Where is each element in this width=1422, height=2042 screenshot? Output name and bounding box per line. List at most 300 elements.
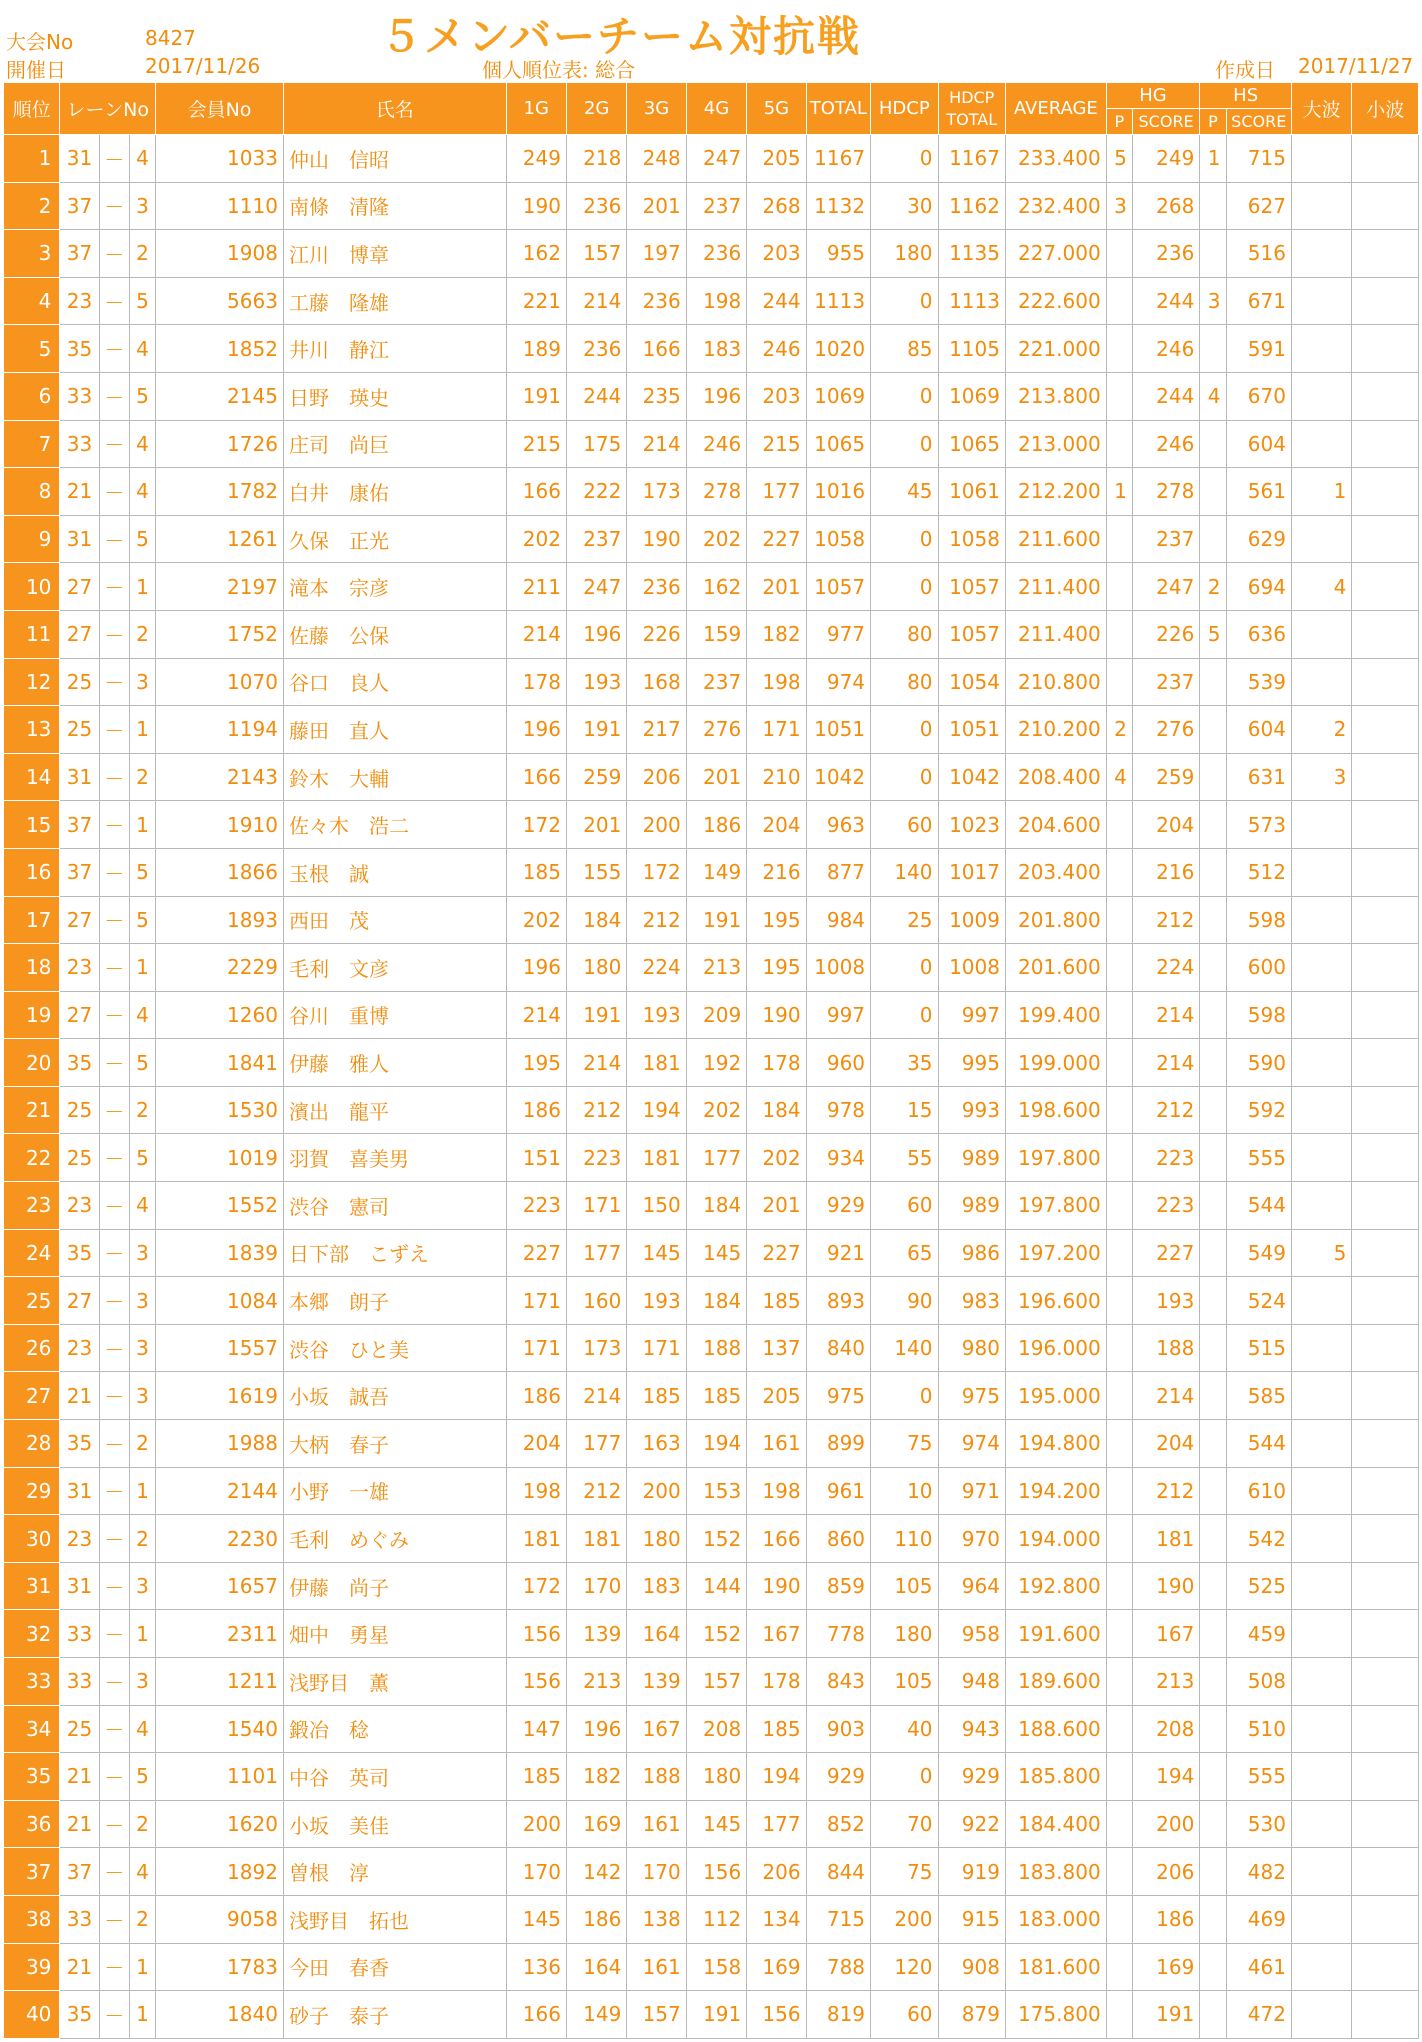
- rank-cell: 24: [4, 1229, 60, 1277]
- table-row: [4, 1848, 1419, 1896]
- hg-p-cell: [1106, 1515, 1132, 1563]
- small-wave-cell: [1352, 1467, 1419, 1515]
- table-row: [4, 1800, 1419, 1848]
- average-cell: 201.800: [1005, 896, 1106, 944]
- average-cell: 199.400: [1005, 991, 1106, 1039]
- hs-p-cell: [1200, 1324, 1226, 1372]
- hs-p-cell: [1200, 1991, 1226, 2039]
- hs-p-cell: [1200, 515, 1226, 563]
- game-5-cell: 161: [747, 1420, 806, 1468]
- name-cell: 庄司 尚巨: [283, 420, 506, 468]
- lane-cell: 37: [60, 230, 99, 278]
- total-cell: 1020: [806, 325, 870, 373]
- hg-p-cell: 4: [1106, 753, 1132, 801]
- game-5-cell: 190: [747, 991, 806, 1039]
- lane-cell: 25: [60, 1134, 99, 1182]
- total-cell: 978: [806, 1086, 870, 1134]
- game-3-cell: 217: [627, 706, 686, 754]
- hs-score-cell: 510: [1226, 1705, 1291, 1753]
- total-cell: 977: [806, 610, 870, 658]
- member-no-cell: 1840: [156, 1991, 284, 2039]
- lane-sub-cell: 4: [129, 468, 155, 516]
- lane-cell: 25: [60, 706, 99, 754]
- small-wave-cell: [1352, 135, 1419, 183]
- game-1-cell: 145: [506, 1895, 566, 1943]
- table-row: [4, 1277, 1419, 1325]
- game-4-cell: 158: [686, 1943, 746, 1991]
- rank-cell: 21: [4, 1086, 60, 1134]
- game-2-cell: 175: [566, 420, 626, 468]
- hs-score-cell: 508: [1226, 1658, 1291, 1706]
- game-4-cell: 237: [686, 658, 746, 706]
- rank-cell: 22: [4, 1134, 60, 1182]
- game-5-cell: 169: [747, 1943, 806, 1991]
- big-wave-cell: [1291, 230, 1351, 278]
- big-wave-cell: [1291, 1324, 1351, 1372]
- big-wave-cell: [1291, 1086, 1351, 1134]
- hg-p-cell: [1106, 991, 1132, 1039]
- game-2-cell: 259: [566, 753, 626, 801]
- hdcp-cell: 0: [871, 277, 938, 325]
- rank-cell: 32: [4, 1610, 60, 1658]
- big-wave-cell: [1291, 1420, 1351, 1468]
- hdcp-total-cell: 929: [938, 1753, 1005, 1801]
- game-4-cell: 191: [686, 1991, 746, 2039]
- hdcp-total-cell: 1135: [938, 230, 1005, 278]
- lane-sub-cell: 4: [129, 1182, 155, 1230]
- lane-dash: －: [99, 1943, 129, 1991]
- hs-p-cell: [1200, 1134, 1226, 1182]
- game-2-cell: 181: [566, 1515, 626, 1563]
- small-wave-cell: [1352, 944, 1419, 992]
- game-5-cell: 137: [747, 1324, 806, 1372]
- created-date: 2017/11/27: [1298, 54, 1414, 78]
- game-2-cell: 157: [566, 230, 626, 278]
- member-no-cell: 1988: [156, 1420, 284, 1468]
- hs-score-cell: 530: [1226, 1800, 1291, 1848]
- lane-dash: －: [99, 563, 129, 611]
- hs-p-cell: [1200, 896, 1226, 944]
- lane-sub-cell: 4: [129, 135, 155, 183]
- small-wave-cell: [1352, 848, 1419, 896]
- game-4-cell: 156: [686, 1848, 746, 1896]
- hdcp-total-cell: 1058: [938, 515, 1005, 563]
- lane-dash: －: [99, 706, 129, 754]
- lane-cell: 31: [60, 1562, 99, 1610]
- col-hdcp: HDCP: [871, 83, 938, 135]
- total-cell: 1065: [806, 420, 870, 468]
- name-cell: 谷川 重博: [283, 991, 506, 1039]
- hs-p-cell: 1: [1200, 135, 1226, 183]
- average-cell: 211.400: [1005, 563, 1106, 611]
- game-4-cell: 152: [686, 1610, 746, 1658]
- game-2-cell: 247: [566, 563, 626, 611]
- lane-dash: －: [99, 372, 129, 420]
- hg-score-cell: 200: [1132, 1800, 1199, 1848]
- hg-p-cell: [1106, 1420, 1132, 1468]
- game-4-cell: 191: [686, 896, 746, 944]
- hdcp-total-cell: 983: [938, 1277, 1005, 1325]
- game-2-cell: 212: [566, 1086, 626, 1134]
- hs-score-cell: 598: [1226, 991, 1291, 1039]
- hdcp-total-cell: 971: [938, 1467, 1005, 1515]
- big-wave-cell: [1291, 1134, 1351, 1182]
- game-3-cell: 181: [627, 1134, 686, 1182]
- game-3-cell: 145: [627, 1229, 686, 1277]
- average-cell: 213.000: [1005, 420, 1106, 468]
- game-5-cell: 205: [747, 135, 806, 183]
- big-wave-cell: [1291, 1658, 1351, 1706]
- total-cell: 1113: [806, 277, 870, 325]
- name-cell: 毛利 文彦: [283, 944, 506, 992]
- game-1-cell: 172: [506, 1562, 566, 1610]
- game-2-cell: 214: [566, 277, 626, 325]
- game-3-cell: 214: [627, 420, 686, 468]
- hdcp-cell: 55: [871, 1134, 938, 1182]
- total-cell: 921: [806, 1229, 870, 1277]
- big-wave-cell: [1291, 1515, 1351, 1563]
- hdcp-total-cell: 908: [938, 1943, 1005, 1991]
- game-1-cell: 151: [506, 1134, 566, 1182]
- total-cell: 899: [806, 1420, 870, 1468]
- member-no-cell: 1261: [156, 515, 284, 563]
- hs-score-cell: 592: [1226, 1086, 1291, 1134]
- lane-dash: －: [99, 135, 129, 183]
- game-4-cell: 184: [686, 1182, 746, 1230]
- average-cell: 195.000: [1005, 1372, 1106, 1420]
- hdcp-cell: 0: [871, 944, 938, 992]
- hg-p-cell: [1106, 1895, 1132, 1943]
- total-cell: 955: [806, 230, 870, 278]
- lane-sub-cell: 1: [129, 1610, 155, 1658]
- big-wave-cell: [1291, 1800, 1351, 1848]
- name-cell: 伊藤 尚子: [283, 1562, 506, 1610]
- game-3-cell: 138: [627, 1895, 686, 1943]
- table-row: [4, 944, 1419, 992]
- rank-cell: 28: [4, 1420, 60, 1468]
- hg-p-cell: [1106, 896, 1132, 944]
- average-cell: 211.400: [1005, 610, 1106, 658]
- game-1-cell: 214: [506, 610, 566, 658]
- lane-dash: －: [99, 1277, 129, 1325]
- lane-cell: 33: [60, 1610, 99, 1658]
- rank-cell: 11: [4, 610, 60, 658]
- hg-score-cell: 247: [1132, 563, 1199, 611]
- hdcp-cell: 30: [871, 182, 938, 230]
- hs-p-cell: [1200, 753, 1226, 801]
- hdcp-total-cell: 919: [938, 1848, 1005, 1896]
- table-row: [4, 1943, 1419, 1991]
- lane-sub-cell: 5: [129, 1039, 155, 1087]
- table-row: [4, 1372, 1419, 1420]
- average-cell: 196.000: [1005, 1324, 1106, 1372]
- hs-score-cell: 472: [1226, 1991, 1291, 2039]
- game-2-cell: 180: [566, 944, 626, 992]
- hg-score-cell: 181: [1132, 1515, 1199, 1563]
- rank-cell: 26: [4, 1324, 60, 1372]
- game-1-cell: 166: [506, 753, 566, 801]
- small-wave-cell: [1352, 1800, 1419, 1848]
- table-row: [4, 1991, 1419, 2039]
- hg-p-cell: [1106, 1943, 1132, 1991]
- average-cell: 227.000: [1005, 230, 1106, 278]
- lane-sub-cell: 5: [129, 1753, 155, 1801]
- hs-score-cell: 600: [1226, 944, 1291, 992]
- hs-p-cell: [1200, 991, 1226, 1039]
- game-1-cell: 171: [506, 1277, 566, 1325]
- big-wave-cell: [1291, 944, 1351, 992]
- member-no-cell: 1866: [156, 848, 284, 896]
- hg-p-cell: [1106, 1658, 1132, 1706]
- lane-cell: 33: [60, 1658, 99, 1706]
- ranking-table: [3, 82, 1419, 2039]
- game-2-cell: 214: [566, 1039, 626, 1087]
- hs-score-cell: 516: [1226, 230, 1291, 278]
- hs-p-cell: [1200, 1610, 1226, 1658]
- hg-p-cell: [1106, 1705, 1132, 1753]
- name-cell: 砂子 泰子: [283, 1991, 506, 2039]
- game-5-cell: 178: [747, 1039, 806, 1087]
- col-hdcp-total-line1: HDCP: [949, 87, 995, 107]
- lane-dash: －: [99, 325, 129, 373]
- hg-p-cell: [1106, 1324, 1132, 1372]
- name-cell: 仲山 信昭: [283, 135, 506, 183]
- game-5-cell: 206: [747, 1848, 806, 1896]
- game-5-cell: 156: [747, 1991, 806, 2039]
- game-1-cell: 186: [506, 1086, 566, 1134]
- game-5-cell: 244: [747, 277, 806, 325]
- col-hg: HG: [1106, 83, 1200, 109]
- hg-score-cell: 227: [1132, 1229, 1199, 1277]
- hs-p-cell: [1200, 706, 1226, 754]
- hdcp-total-cell: 1009: [938, 896, 1005, 944]
- lane-sub-cell: 1: [129, 1943, 155, 1991]
- small-wave-cell: [1352, 277, 1419, 325]
- average-cell: 221.000: [1005, 325, 1106, 373]
- hdcp-total-cell: 975: [938, 1372, 1005, 1420]
- col-hdcp-total: [938, 83, 1005, 135]
- small-wave-cell: [1352, 610, 1419, 658]
- hs-p-cell: [1200, 1039, 1226, 1087]
- lane-cell: 23: [60, 1324, 99, 1372]
- game-4-cell: 145: [686, 1229, 746, 1277]
- game-2-cell: 201: [566, 801, 626, 849]
- lane-sub-cell: 2: [129, 1086, 155, 1134]
- name-cell: 久保 正光: [283, 515, 506, 563]
- name-cell: 鈴木 大輔: [283, 753, 506, 801]
- hg-p-cell: 5: [1106, 135, 1132, 183]
- hdcp-cell: 0: [871, 1753, 938, 1801]
- game-5-cell: 167: [747, 1610, 806, 1658]
- hdcp-cell: 80: [871, 610, 938, 658]
- hdcp-total-cell: 1017: [938, 848, 1005, 896]
- hdcp-total-cell: 922: [938, 1800, 1005, 1848]
- hdcp-total-cell: 1057: [938, 610, 1005, 658]
- hs-score-cell: 524: [1226, 1277, 1291, 1325]
- member-no-cell: 1033: [156, 135, 284, 183]
- hs-score-cell: 636: [1226, 610, 1291, 658]
- hg-p-cell: [1106, 1991, 1132, 2039]
- hg-p-cell: [1106, 1039, 1132, 1087]
- hg-score-cell: 278: [1132, 468, 1199, 516]
- member-no-cell: 1019: [156, 1134, 284, 1182]
- hdcp-cell: 180: [871, 230, 938, 278]
- hg-p-cell: [1106, 1372, 1132, 1420]
- lane-dash: －: [99, 1753, 129, 1801]
- game-3-cell: 235: [627, 372, 686, 420]
- member-no-cell: 1620: [156, 1800, 284, 1848]
- game-4-cell: 183: [686, 325, 746, 373]
- event-date: 2017/11/26: [145, 54, 261, 78]
- hg-score-cell: 244: [1132, 372, 1199, 420]
- lane-cell: 35: [60, 1229, 99, 1277]
- hg-score-cell: 236: [1132, 230, 1199, 278]
- hg-p-cell: [1106, 372, 1132, 420]
- average-cell: 210.200: [1005, 706, 1106, 754]
- member-no-cell: 1530: [156, 1086, 284, 1134]
- game-2-cell: 214: [566, 1372, 626, 1420]
- rank-cell: 18: [4, 944, 60, 992]
- average-cell: 175.800: [1005, 1991, 1106, 2039]
- name-cell: 滝本 宗彦: [283, 563, 506, 611]
- game-1-cell: 191: [506, 372, 566, 420]
- total-cell: 859: [806, 1562, 870, 1610]
- member-no-cell: 1657: [156, 1562, 284, 1610]
- total-cell: 1057: [806, 563, 870, 611]
- game-5-cell: 201: [747, 1182, 806, 1230]
- name-cell: 玉根 誠: [283, 848, 506, 896]
- hdcp-cell: 75: [871, 1848, 938, 1896]
- lane-sub-cell: 4: [129, 325, 155, 373]
- name-cell: 江川 博章: [283, 230, 506, 278]
- lane-sub-cell: 5: [129, 848, 155, 896]
- game-1-cell: 170: [506, 1848, 566, 1896]
- rank-cell: 10: [4, 563, 60, 611]
- hg-score-cell: 244: [1132, 277, 1199, 325]
- game-4-cell: 208: [686, 1705, 746, 1753]
- hs-score-cell: 604: [1226, 420, 1291, 468]
- small-wave-cell: [1352, 182, 1419, 230]
- hg-p-cell: [1106, 277, 1132, 325]
- hg-score-cell: 276: [1132, 706, 1199, 754]
- game-2-cell: 177: [566, 1229, 626, 1277]
- hs-p-cell: [1200, 658, 1226, 706]
- member-no-cell: 1540: [156, 1705, 284, 1753]
- rank-cell: 6: [4, 372, 60, 420]
- game-5-cell: 185: [747, 1277, 806, 1325]
- lane-sub-cell: 2: [129, 1420, 155, 1468]
- rank-cell: 34: [4, 1705, 60, 1753]
- hg-p-cell: [1106, 1229, 1132, 1277]
- lane-cell: 35: [60, 1420, 99, 1468]
- name-cell: 毛利 めぐみ: [283, 1515, 506, 1563]
- total-cell: 1058: [806, 515, 870, 563]
- big-wave-cell: 5: [1291, 1229, 1351, 1277]
- hs-score-cell: 604: [1226, 706, 1291, 754]
- lane-dash: －: [99, 1705, 129, 1753]
- game-4-cell: 184: [686, 1277, 746, 1325]
- big-wave-cell: [1291, 1991, 1351, 2039]
- table-row: [4, 1610, 1419, 1658]
- hg-p-cell: 3: [1106, 182, 1132, 230]
- average-cell: 183.000: [1005, 1895, 1106, 1943]
- lane-sub-cell: 1: [129, 1467, 155, 1515]
- hs-score-cell: 542: [1226, 1515, 1291, 1563]
- game-4-cell: 157: [686, 1658, 746, 1706]
- game-1-cell: 227: [506, 1229, 566, 1277]
- big-wave-cell: [1291, 1895, 1351, 1943]
- hs-p-cell: 4: [1200, 372, 1226, 420]
- small-wave-cell: [1352, 1182, 1419, 1230]
- total-cell: 1167: [806, 135, 870, 183]
- hg-p-cell: 2: [1106, 706, 1132, 754]
- name-cell: 日野 瑛史: [283, 372, 506, 420]
- hg-p-cell: [1106, 420, 1132, 468]
- total-cell: 961: [806, 1467, 870, 1515]
- hg-score-cell: 208: [1132, 1705, 1199, 1753]
- game-3-cell: 248: [627, 135, 686, 183]
- game-2-cell: 160: [566, 1277, 626, 1325]
- big-wave-cell: [1291, 1562, 1351, 1610]
- hdcp-total-cell: 1057: [938, 563, 1005, 611]
- game-3-cell: 168: [627, 658, 686, 706]
- lane-cell: 21: [60, 1943, 99, 1991]
- lane-dash: －: [99, 1324, 129, 1372]
- game-5-cell: 246: [747, 325, 806, 373]
- game-3-cell: 170: [627, 1848, 686, 1896]
- game-3-cell: 224: [627, 944, 686, 992]
- hs-p-cell: [1200, 1182, 1226, 1230]
- hdcp-total-cell: 1105: [938, 325, 1005, 373]
- hs-score-cell: 555: [1226, 1753, 1291, 1801]
- game-5-cell: 185: [747, 1705, 806, 1753]
- lane-dash: －: [99, 468, 129, 516]
- created-label: 作成日: [1215, 58, 1275, 82]
- small-wave-cell: [1352, 325, 1419, 373]
- game-2-cell: 218: [566, 135, 626, 183]
- game-4-cell: 247: [686, 135, 746, 183]
- hdcp-cell: 25: [871, 896, 938, 944]
- hg-score-cell: 186: [1132, 1895, 1199, 1943]
- game-5-cell: 204: [747, 801, 806, 849]
- hdcp-cell: 85: [871, 325, 938, 373]
- col-game-3: 3G: [627, 83, 686, 135]
- lane-cell: 31: [60, 135, 99, 183]
- member-no-cell: 1726: [156, 420, 284, 468]
- hdcp-total-cell: 995: [938, 1039, 1005, 1087]
- total-cell: 860: [806, 1515, 870, 1563]
- tournament-no-label: 大会No: [6, 30, 74, 54]
- game-3-cell: 180: [627, 1515, 686, 1563]
- total-cell: 1008: [806, 944, 870, 992]
- table-row: [4, 1229, 1419, 1277]
- name-cell: 小坂 誠吾: [283, 1372, 506, 1420]
- member-no-cell: 1194: [156, 706, 284, 754]
- game-3-cell: 193: [627, 991, 686, 1039]
- small-wave-cell: [1352, 1753, 1419, 1801]
- table-row: [4, 848, 1419, 896]
- col-game-4: 4G: [686, 83, 746, 135]
- hs-p-cell: [1200, 1562, 1226, 1610]
- lane-cell: 37: [60, 1848, 99, 1896]
- hs-p-cell: [1200, 1277, 1226, 1325]
- col-game-2: 2G: [566, 83, 626, 135]
- game-1-cell: 196: [506, 706, 566, 754]
- hdcp-total-cell: 1069: [938, 372, 1005, 420]
- hdcp-total-cell: 1061: [938, 468, 1005, 516]
- game-2-cell: 212: [566, 1467, 626, 1515]
- game-4-cell: 159: [686, 610, 746, 658]
